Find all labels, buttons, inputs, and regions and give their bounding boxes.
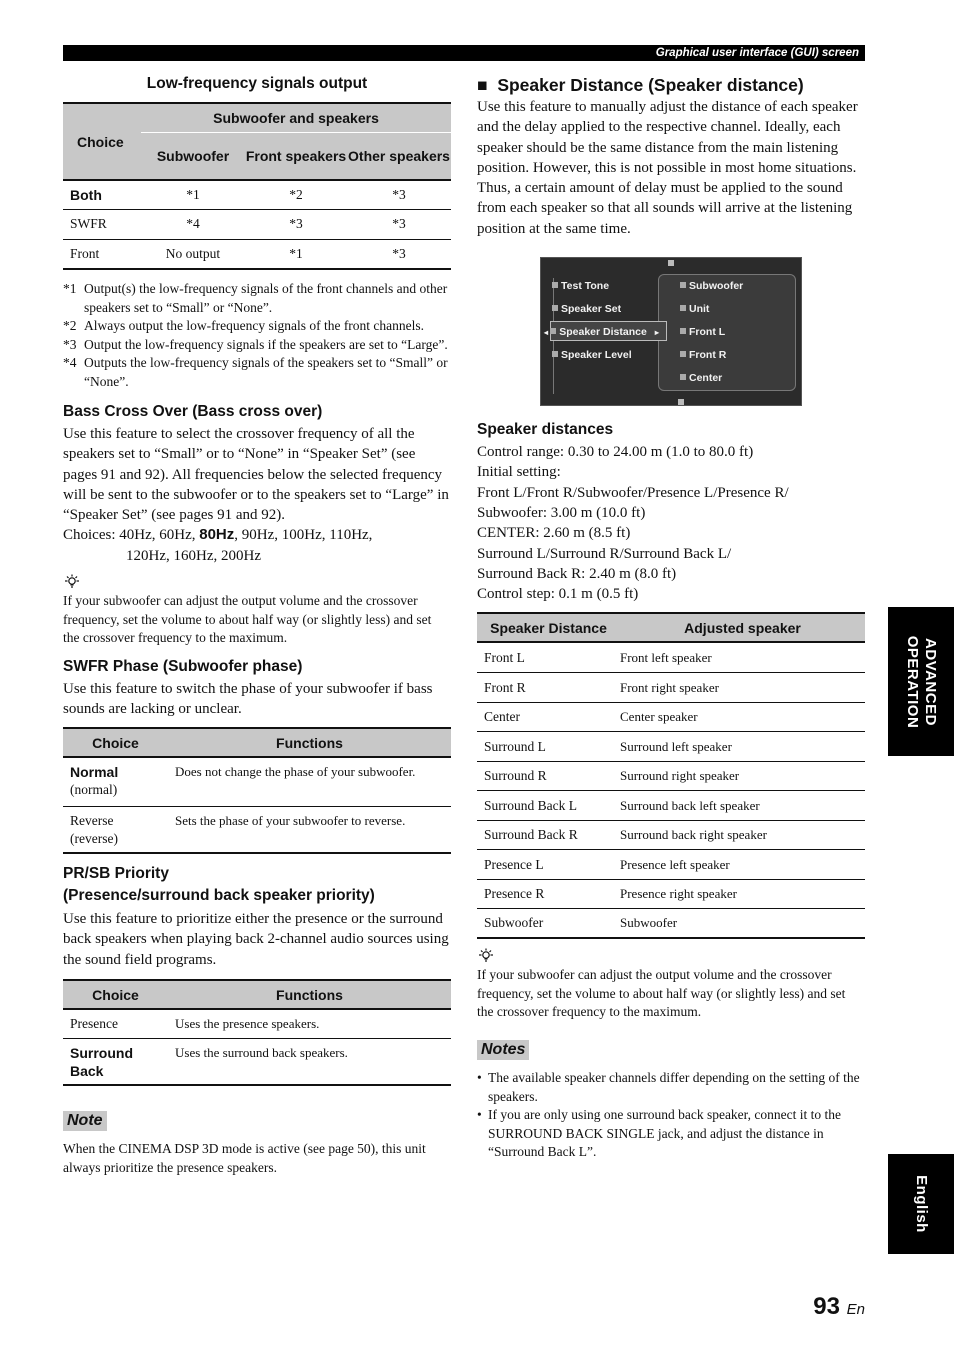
swfr-title: SWFR Phase (Subwoofer phase) (63, 657, 303, 675)
footnote-list (63, 280, 451, 391)
gui-menu-item[interactable]: Test Tone (552, 280, 609, 293)
table-row: Subwoofer Subwoofer (477, 909, 865, 939)
table-row: Front L Front left speaker (477, 643, 865, 673)
footnote: *2 Always output the low-frequency signals of the front channels. (63, 318, 425, 333)
bass-tip-text: If your subwoofer can adjust the output volume and the crossover frequency, set the volume to about half way (or slightly less) and set the crossover frequency to the maximum. (63, 593, 432, 646)
scroll-up-indicator-icon (668, 260, 674, 266)
sd-tip-text: If your subwoofer can adjust the output volume and the crossover frequency, set the volume to about half way (or slightly less) and set the crossover frequency to the maximum. (477, 967, 846, 1020)
table-row: Normal (normal) Does not change the phase of your subwoofer. (63, 757, 451, 806)
table-row: Presence R Presence right speaker (477, 879, 865, 909)
notes-list (477, 1069, 865, 1162)
bass-choices: Choices: 40Hz, 60Hz, 80Hz, 90Hz, 100Hz, 110Hz, (63, 526, 373, 544)
table-row: Surround Back L Surround back left speaker (477, 791, 865, 821)
left-column (63, 74, 451, 1177)
gui-submenu-item[interactable]: Front R (680, 349, 726, 362)
table-row: SWFR *4 *3 *3 (63, 209, 451, 239)
side-tab-english: English (888, 1154, 954, 1254)
sd-h-adjusted: Adjusted speaker (620, 613, 865, 642)
prsb-table (63, 979, 451, 1086)
note-label: Note (63, 1111, 107, 1131)
bass-title: Bass Cross Over (Bass cross over) (63, 403, 323, 420)
gui-submenu-item[interactable]: Subwoofer (680, 280, 743, 293)
lfo-h-other: Other speakers (347, 132, 451, 180)
prsb-body: Use this feature to prioritize either the presence or the surround back speakers when playing back 2-channel audio sources using the sound field programs. (63, 911, 449, 968)
lfo-h-choice: Choice (63, 103, 141, 180)
gui-submenu-item[interactable]: Center (680, 372, 722, 385)
lfo-table (63, 102, 451, 270)
footnote: *3 Output the low-frequency signals if the speakers are set to “Large”. (63, 336, 448, 352)
header-bar (63, 45, 865, 61)
bass-choices-line2: 120Hz, 160Hz, 200Hz (126, 547, 261, 564)
bass-body: Use this feature to select the crossover frequency of all the speakers set to “Small” or to “None” in “Speaker Set” (see pages 91 and 92). All frequencies below the selected frequency will be sent to the subwoofer or to the speakers set to “Large” in “Speaker Set” (see pages 91 and 92). (63, 426, 449, 524)
lfo-h-sub: Subwoofer (141, 132, 245, 180)
left-arrow-icon: ◂ (544, 328, 551, 338)
table-row: Presence Uses the presence speakers. (63, 1009, 451, 1038)
scroll-down-indicator-icon (678, 399, 684, 405)
gui-submenu-item[interactable]: Unit (680, 303, 709, 316)
page-number: 93 En (813, 1293, 865, 1320)
right-column (477, 74, 865, 1162)
footnote: *1 Output(s) the low-frequency signals of the front channels and other speakers set to “Small” or “None”. (63, 281, 448, 315)
square-bullet-icon: ■ (477, 75, 488, 95)
swfr-body: Use this feature to switch the phase of your subwoofer if bass sounds are lacking or unclear. (63, 680, 433, 717)
speaker-distance-title: ■ Speaker Distance (Speaker distance) (477, 75, 804, 95)
lfo-title: Low-frequency signals output (146, 75, 368, 92)
bass-default-choice: 80Hz (199, 526, 235, 544)
table-row: Both *1 *2 *3 (63, 180, 451, 209)
gui-submenu-item[interactable]: Front L (680, 326, 725, 339)
speaker-distance-body: Use this feature to manually adjust the distance of each speaker and the delay applied to the respective channel. Ideally, each speaker should be the same distance from the main listening position. However, this is not possible in most home situations. Thus, a certain amount of delay must be applied to the sound from each speaker so that all sounds will arrive at the listening position at the same time. (477, 99, 858, 237)
table-row: Presence L Presence left speaker (477, 850, 865, 880)
lfo-h-group: Subwoofer and speakers (141, 103, 451, 132)
table-row: Surround R Surround right speaker (477, 761, 865, 791)
speaker-distance-rows (477, 643, 865, 939)
swfr-h-choice: Choice (63, 728, 168, 757)
prsb-h-functions: Functions (168, 980, 451, 1009)
prsb-h-choice: Choice (63, 980, 168, 1009)
swfr-table (63, 727, 451, 854)
gui-screen (540, 257, 802, 406)
footnote: *4 Outputs the low-frequency signals of the speakers set to “Small” or “None”. (63, 355, 448, 389)
swfr-h-functions: Functions (168, 728, 451, 757)
prsb-title: PR/SB Priority (Presence/surround back speaker priority) (63, 865, 375, 905)
gui-menu-item[interactable]: Speaker Set (552, 303, 621, 316)
table-row: Surround Back R Surround back right speaker (477, 820, 865, 850)
gui-menu-item[interactable]: Speaker Level (552, 349, 632, 362)
side-tab-advanced-operation: ADVANCED OPERATION (888, 607, 954, 756)
speaker-distance-table (477, 612, 865, 643)
table-row: Surround L Surround left speaker (477, 732, 865, 762)
right-arrow-icon: ▸ (654, 328, 659, 338)
table-row: Center Center speaker (477, 702, 865, 732)
list-item: • If you are only using one surround back speaker, connect it to the SURROUND BACK SINGLE jack, and adjust the distance in “Surround Back L”. (477, 1107, 841, 1160)
note-text: When the CINEMA DSP 3D mode is active (see page 50), this unit always prioritize the presence speakers. (63, 1141, 426, 1175)
table-row: Front R Front right speaker (477, 673, 865, 703)
lfo-h-front: Front speakers (245, 132, 347, 180)
table-row: Front No output *1 *3 (63, 239, 451, 269)
header-title: Graphical user interface (GUI) screen (655, 47, 859, 59)
sd-h-distance: Speaker Distance (477, 613, 620, 642)
table-row: Surround Back Uses the surround back speakers. (63, 1038, 451, 1085)
lightbulb-tip-icon (63, 574, 81, 588)
speaker-distances-lines: Control range: 0.30 to 24.00 m (1.0 to 80.0 ft) Initial setting: Front L/Front R/Subwoofer/Presence L/Presence R/ Subwoofer: 3.00 m (10.0 ft) CENTER: 2.60 m (8.5 ft) Surround L/Surround R/Surround Back L/ Surround Back R: 2.40 m (8.0 ft) Control step: 0.1 m (0.5 ft) (477, 444, 789, 603)
speaker-distances-title: Speaker distances (477, 421, 614, 439)
list-item: • The available speaker channels differ depending on the setting of the speakers. (477, 1070, 860, 1104)
notes-label: Notes (477, 1040, 529, 1060)
lightbulb-tip-icon (477, 948, 495, 962)
table-row: Reverse (reverse) Sets the phase of your subwoofer to reverse. (63, 806, 451, 853)
gui-menu-item-selected[interactable]: ◂ Speaker Distance ▸ (544, 326, 659, 339)
